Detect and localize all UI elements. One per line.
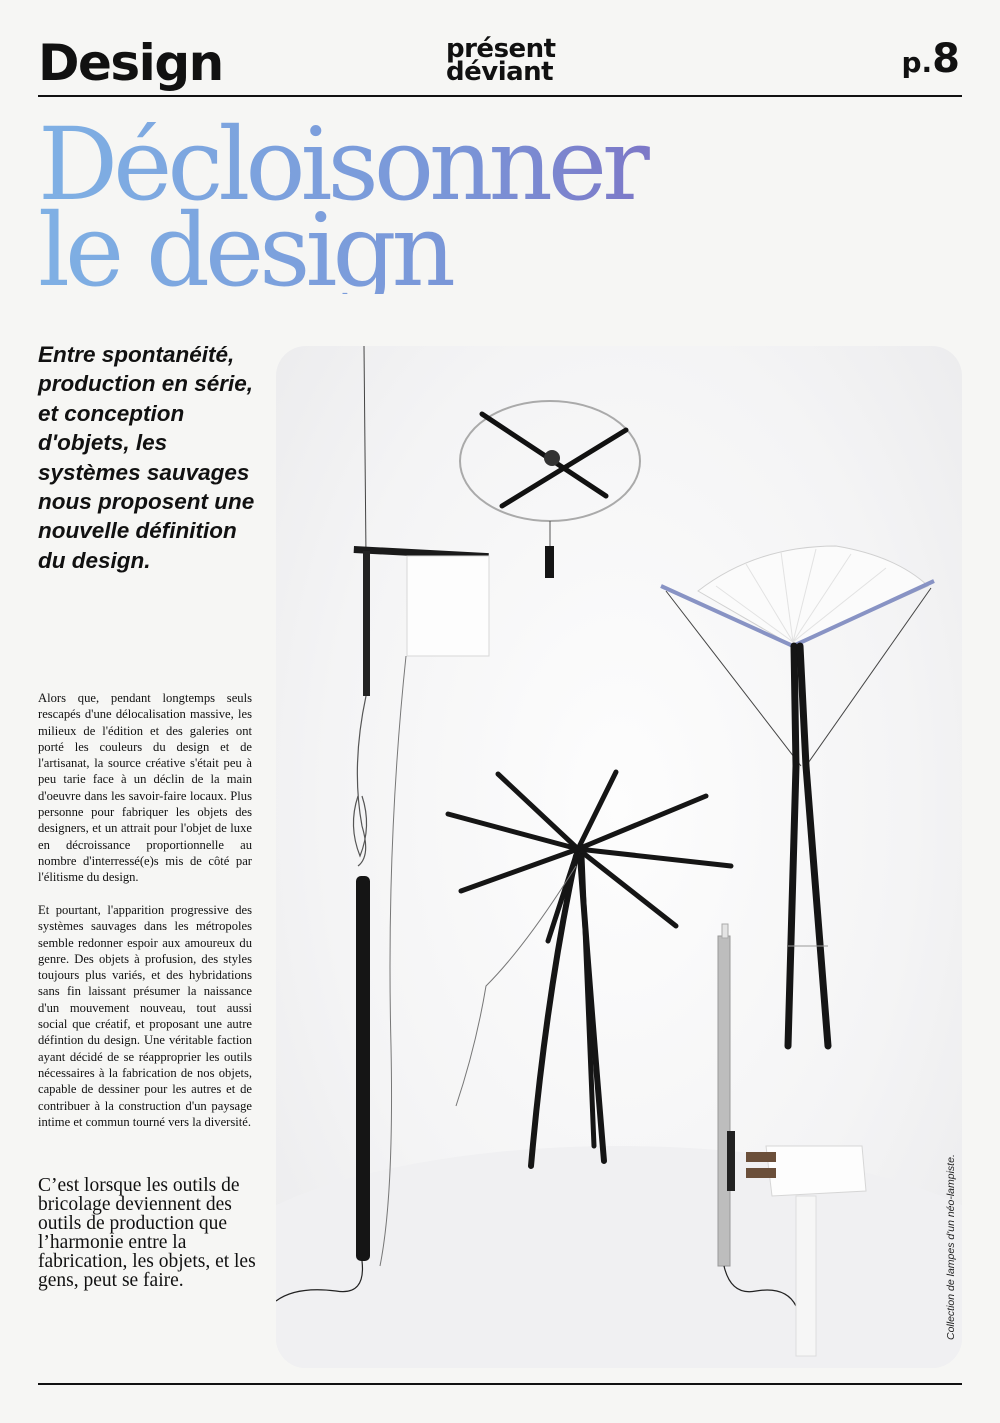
footer-divider xyxy=(38,1383,962,1385)
title-line-2: le design xyxy=(38,192,451,309)
article-title xyxy=(38,106,962,309)
title-line-1: Décloisonner xyxy=(38,106,645,223)
magazine-logo xyxy=(446,34,556,87)
section-label: Design xyxy=(38,34,223,92)
page-header xyxy=(0,0,1000,100)
page-number xyxy=(901,32,960,94)
lamp-collection-photo xyxy=(276,346,962,1368)
pull-quote: C’est lorsque les outils de bricolage deviennent des outils de production que l’harmonie entre la fabrication, les objets, et les gens, peut se faire. xyxy=(38,1175,256,1291)
page-prefix: p. xyxy=(901,46,933,79)
photo-caption: Collection de lampes d'un néo-lampiste. xyxy=(945,1154,957,1340)
lamp-collection-illustration xyxy=(276,346,962,1368)
spider-lamp xyxy=(448,772,731,1166)
body-paragraph-2: Et pourtant, l'apparition progressive des systèmes sauvages dans les métropoles semble redonner espoir aux amoureux du genre. Des objets à profusion, des styles toujours plus variés, et des hybridations sans fin laissant présumer la naissance d'un mouvement nouveau, tout aussi social que créatif, et proposant une autre défintion du design. Une véritable faction ayant décidé de se réapproprier les outils nécessaires à la fabrication de nos objets, capable de dessiner pour les autres et de contribuer à la construction d'un paysage intime et commun tourné vers la diversité. xyxy=(38,903,252,1129)
article-lede: Entre spontanéité, production en série, et conception d'objets, les systèmes sauvages nous proposent une nouvelle définition du design. xyxy=(38,342,255,573)
ring-pendant-lamp xyxy=(460,401,640,578)
logo-line-2: déviant xyxy=(446,57,554,87)
body-paragraph-1: Alors que, pendant longtemps seuls rescapés d'une délocalisation massive, les milieux de l'édition et des galeries ont porté les couleurs du design et de l'artisanat, la source créative s'était peu à peu tarie face à un déclin de la main d'oeuvre dans les savoir-faire locaux. Plus personne pour fabriquer les objets des designers, et un attrait pour l'objet de luxe en décroissance proportionnelle au nombre d'interressé(e)s mis de côté par l'élitisme du design. xyxy=(38,691,252,885)
header-divider xyxy=(38,95,962,97)
page-number-value: 8 xyxy=(932,36,960,82)
logo-line-1: présent xyxy=(446,34,556,64)
